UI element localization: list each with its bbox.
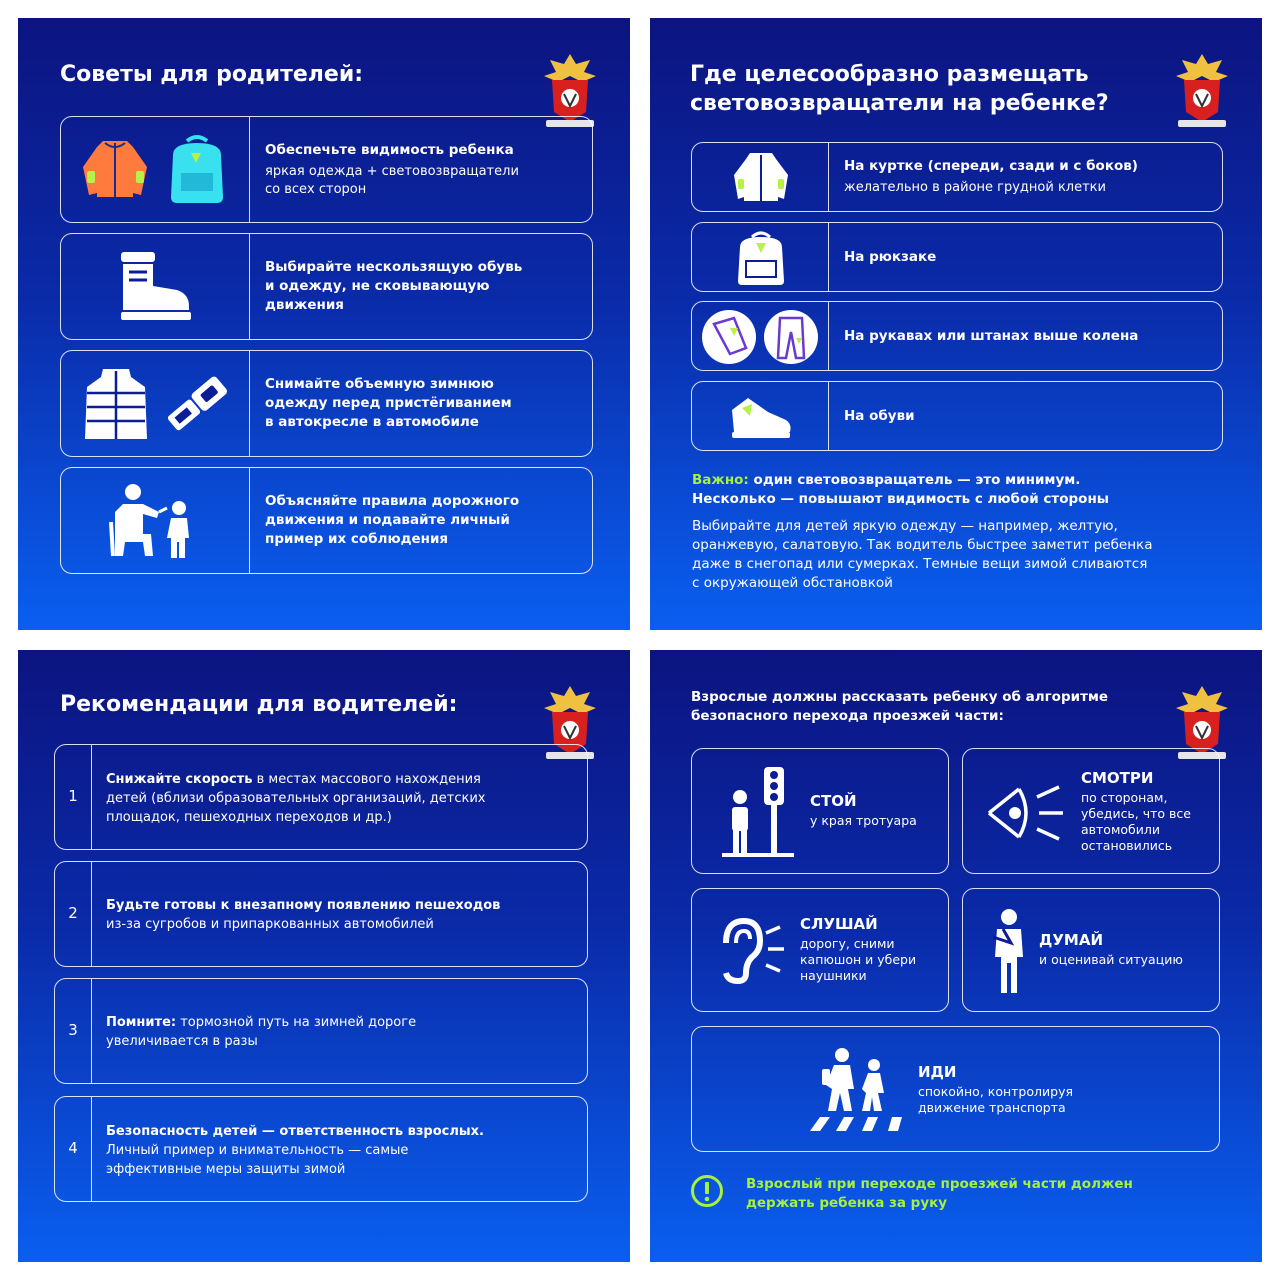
police-emblem-icon — [1172, 50, 1232, 130]
advice-line: движения — [265, 297, 344, 313]
step-title: СМОТРИ — [1081, 769, 1154, 787]
advice-line: Снимайте объемную зимнюю — [265, 376, 494, 392]
advice-line: одежду перед пристёгиванием — [265, 395, 512, 411]
advice-card-carseat — [60, 350, 593, 457]
panel-title: Рекомендации для водителей: — [60, 692, 458, 717]
placement-title: На рукавах или штанах выше колена — [844, 328, 1139, 344]
placement-card-backpack — [691, 222, 1223, 292]
driver-text: из-за сугробов и припаркованных автомобилей — [106, 917, 434, 932]
placement-sub: желательно в районе грудной клетки — [844, 180, 1106, 195]
placement-title: На рюкзаке — [844, 249, 937, 265]
parents-advice-panel — [18, 18, 630, 630]
step-text: убедись, что все — [1081, 806, 1191, 821]
step-text: движение транспорта — [918, 1100, 1066, 1115]
step-text: капюшон и убери — [800, 952, 917, 967]
item-number: 2 — [68, 904, 78, 922]
advice-line: пример их соблюдения — [265, 531, 449, 547]
intro-line: Взрослые должны рассказать ребенку об алгоритме — [691, 689, 1109, 705]
backpack-icon — [732, 229, 790, 287]
driver-bold: Безопасность детей — ответственность взрослых. — [106, 1124, 484, 1139]
driver-card-2 — [54, 861, 588, 967]
important-text: один световозвращатель — это минимум. — [748, 472, 1081, 488]
step-text: остановились — [1081, 838, 1173, 853]
step-text: дорогу, сними — [800, 936, 895, 951]
step-stop — [691, 748, 949, 874]
advice-card-footwear — [60, 233, 593, 340]
step-text: автомобили — [1081, 822, 1160, 837]
thinking-person-icon — [989, 907, 1029, 995]
jacket-icon — [79, 137, 151, 201]
reflector-placement-panel — [650, 18, 1262, 630]
note-line: даже в снегопад или сумерках. Темные вещи зимой сливаются — [692, 556, 1148, 572]
exclamation-icon — [690, 1174, 724, 1208]
step-go — [691, 1026, 1220, 1152]
sleeve-icon — [700, 308, 758, 366]
placement-card-jacket — [691, 142, 1223, 212]
backpack-icon — [161, 133, 233, 205]
item-number: 4 — [68, 1139, 78, 1157]
placement-card-shoes — [691, 381, 1223, 451]
parent-child-icon — [107, 482, 203, 562]
pedestrians-crossing-icon — [808, 1047, 904, 1133]
item-number: 3 — [68, 1021, 78, 1039]
note-line: оранжевую, салатовую. Так водитель быстрее заметит ребенка — [692, 537, 1153, 553]
driver-text: детей (вблизи образовательных организаций, детских — [106, 791, 486, 806]
step-listen — [691, 888, 949, 1012]
advice-title: Обеспечьте видимость ребенка — [265, 142, 514, 158]
step-title: ДУМАЙ — [1039, 931, 1104, 949]
driver-text: Личный пример и внимательность — самые — [106, 1143, 409, 1158]
step-text: наушники — [800, 968, 867, 983]
driver-bold: Будьте готовы к внезапному появлению пешеходов — [106, 898, 501, 913]
note-line: с окружающей обстановкой — [692, 575, 893, 591]
driver-card-1 — [54, 744, 588, 850]
traffic-light-icon — [720, 765, 796, 859]
advice-card-visibility — [60, 116, 593, 223]
step-text: у края тротуара — [810, 813, 917, 828]
placement-title: На куртке (спереди, сзади и с боков) — [844, 158, 1138, 174]
item-number: 1 — [68, 787, 78, 805]
sneaker-icon — [728, 390, 794, 444]
placement-card-sleeves — [691, 301, 1223, 371]
eye-icon — [985, 783, 1065, 841]
advice-line: яркая одежда + световозвращатели — [265, 164, 519, 179]
driver-text: тормозной путь на зимней дороге — [176, 1015, 417, 1030]
advice-card-example — [60, 467, 593, 574]
pants-icon — [762, 308, 820, 366]
driver-card-4 — [54, 1096, 588, 1202]
step-look — [962, 748, 1220, 874]
important-text: Несколько — повышают видимость с любой стороны — [692, 491, 1109, 507]
placement-title: На обуви — [844, 408, 915, 424]
important-label: Важно: — [692, 472, 749, 488]
boot-icon — [115, 250, 195, 324]
advice-line: в автокресле в автомобиле — [265, 414, 479, 430]
drivers-recommendations-panel — [18, 650, 630, 1262]
note-line: Выбирайте для детей яркую одежду — например, желтую, — [692, 518, 1118, 534]
step-think — [962, 888, 1220, 1012]
warning-text: Взрослый при переходе проезжей части должен — [746, 1176, 1133, 1192]
step-title: СТОЙ — [810, 792, 857, 810]
step-title: СЛУШАЙ — [800, 915, 878, 933]
advice-line: движения и подавайте личный — [265, 512, 510, 528]
intro-line: безопасного перехода проезжей части: — [691, 708, 1004, 724]
advice-line: Объясняйте правила дорожного — [265, 493, 520, 509]
step-title: ИДИ — [918, 1063, 957, 1081]
advice-line: и одежду, не сковывающую — [265, 278, 490, 294]
jacket-icon — [730, 149, 792, 205]
step-text: и оценивай ситуацию — [1039, 952, 1183, 967]
warning-text: держать ребенка за руку — [746, 1195, 948, 1211]
ear-icon — [714, 917, 786, 985]
crossing-algorithm-panel — [650, 650, 1262, 1262]
panel-title: Где целесообразно размещать — [690, 62, 1089, 87]
step-text: по сторонам, — [1081, 790, 1168, 805]
step-text: спокойно, контролируя — [918, 1084, 1073, 1099]
advice-line: Выбирайте нескользящую обувь — [265, 259, 523, 275]
advice-line: со всех сторон — [265, 182, 367, 197]
puffer-jacket-icon — [81, 365, 151, 443]
panel-title: световозвращатели на ребенке? — [690, 91, 1109, 116]
driver-text: в местах массового нахождения — [252, 772, 481, 787]
seatbelt-icon — [161, 369, 233, 439]
driver-bold: Помните: — [106, 1015, 177, 1030]
driver-text: увеличивается в разы — [106, 1034, 258, 1049]
driver-bold: Снижайте скорость — [106, 772, 253, 787]
driver-text: площадок, пешеходных переходов и др.) — [106, 810, 392, 825]
panel-title: Советы для родителей: — [60, 62, 364, 87]
driver-card-3 — [54, 978, 588, 1084]
driver-text: эффективные меры защиты зимой — [106, 1162, 346, 1177]
